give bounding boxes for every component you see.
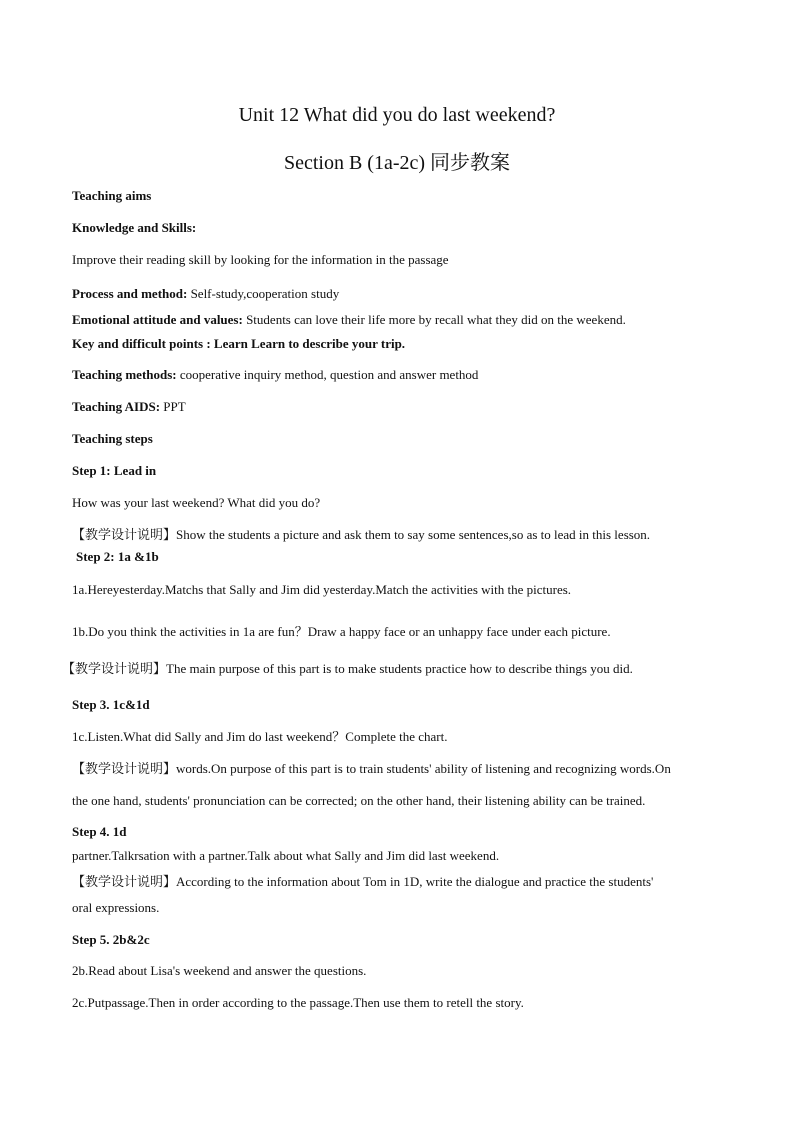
line-design-note-3	[72, 761, 671, 777]
line-text: Students can love their life more by recall what they did on the weekend.	[246, 312, 626, 327]
line-heading: Step 2: 1a &1b	[76, 549, 159, 564]
line-teaching-aims	[72, 188, 151, 204]
line-text: 【教学设计说明】According to the information about Tom in 1D, write the dialogue and practice the students'	[72, 874, 654, 889]
line-text: PPT	[163, 399, 186, 414]
line-1c	[72, 729, 447, 745]
line-heading: Knowledge and Skills:	[72, 220, 197, 235]
line-step-2	[76, 549, 159, 565]
line-1b	[72, 624, 611, 640]
line-text: the one hand, students' pronunciation can be corrected; on the other hand, their listening ability can be trained.	[72, 793, 646, 808]
line-key-points	[72, 336, 405, 352]
line-text: Self-study,cooperation study	[190, 286, 340, 301]
line-heading: Teaching methods:	[72, 367, 180, 382]
line-heading: Emotional attitude and values:	[72, 312, 247, 327]
line-text: cooperative inquiry method, question and answer method	[179, 367, 479, 382]
line-heading: Step 3. 1c&1d	[72, 697, 150, 712]
line-heading: Process and method:	[72, 286, 191, 301]
line-text: 【教学设计说明】Show the students a picture and ask them to say some sentences,so as to lead in this lesson.	[72, 527, 651, 542]
line-heading: Key and difficult points : Learn Learn to describe your trip.	[72, 336, 406, 351]
line-text: Improve their reading skill by looking for the information in the passage	[72, 252, 449, 267]
line-text: 2b.Read about Lisa's weekend and answer the questions.	[72, 963, 367, 978]
line-design-note-3-cont	[72, 793, 645, 809]
line-improve-reading	[72, 252, 449, 268]
line-text: How was your last weekend? What did you do?	[72, 495, 321, 510]
line-step-5	[72, 932, 150, 948]
line-step-4	[72, 824, 127, 840]
line-text: 1a.Hereyesterday.Matchs that Sally and Jim did yesterday.Match the activities with the pictures.	[72, 582, 572, 597]
line-teaching-aids	[72, 399, 186, 415]
line-heading: Step 4. 1d	[72, 824, 127, 839]
line-text: 【教学设计说明】words.On purpose of this part is to train students' ability of listening and recognizing words.On	[72, 761, 671, 776]
line-text: 1b.Do you think the activities in 1a are fun？Draw a happy face or an unhappy face under each picture.	[72, 624, 611, 639]
line-process-method	[72, 286, 339, 302]
line-1a	[72, 582, 571, 598]
line-heading: Teaching steps	[72, 431, 153, 446]
line-heading: Teaching aims	[72, 188, 152, 203]
line-knowledge-skills	[72, 220, 196, 236]
line-heading: Step 1: Lead in	[72, 463, 157, 478]
line-text: 2c.Putpassage.Then in order according to the passage.Then use them to retell the story.	[72, 995, 524, 1010]
line-step-3	[72, 697, 150, 713]
document-subtitle: Section B (1a-2c) 同步教案	[283, 152, 511, 174]
line-heading: Step 5. 2b&2c	[72, 932, 150, 947]
line-2b	[72, 963, 366, 979]
line-text: 【教学设计说明】The main purpose of this part is to make students practice how to describe things you did.	[62, 661, 633, 676]
line-design-note-1	[72, 527, 650, 543]
line-step-1	[72, 463, 156, 479]
line-text: oral expressions.	[72, 900, 160, 915]
line-design-note-4-cont	[72, 900, 159, 916]
line-teaching-methods	[72, 367, 478, 383]
line-teaching-steps	[72, 431, 153, 447]
document-title: Unit 12 What did you do last weekend?	[238, 104, 556, 126]
line-design-note-4	[72, 874, 653, 890]
line-heading: Teaching AIDS:	[72, 399, 164, 414]
line-emotional-attitude	[72, 312, 626, 328]
line-design-note-2	[62, 661, 633, 677]
line-text: 1c.Listen.What did Sally and Jim do last weekend？Complete the chart.	[72, 729, 448, 744]
line-lead-in-question	[72, 495, 320, 511]
line-1d	[72, 848, 499, 864]
line-text: partner.Talkrsation with a partner.Talk about what Sally and Jim did last weekend.	[72, 848, 500, 863]
line-2c	[72, 995, 524, 1011]
